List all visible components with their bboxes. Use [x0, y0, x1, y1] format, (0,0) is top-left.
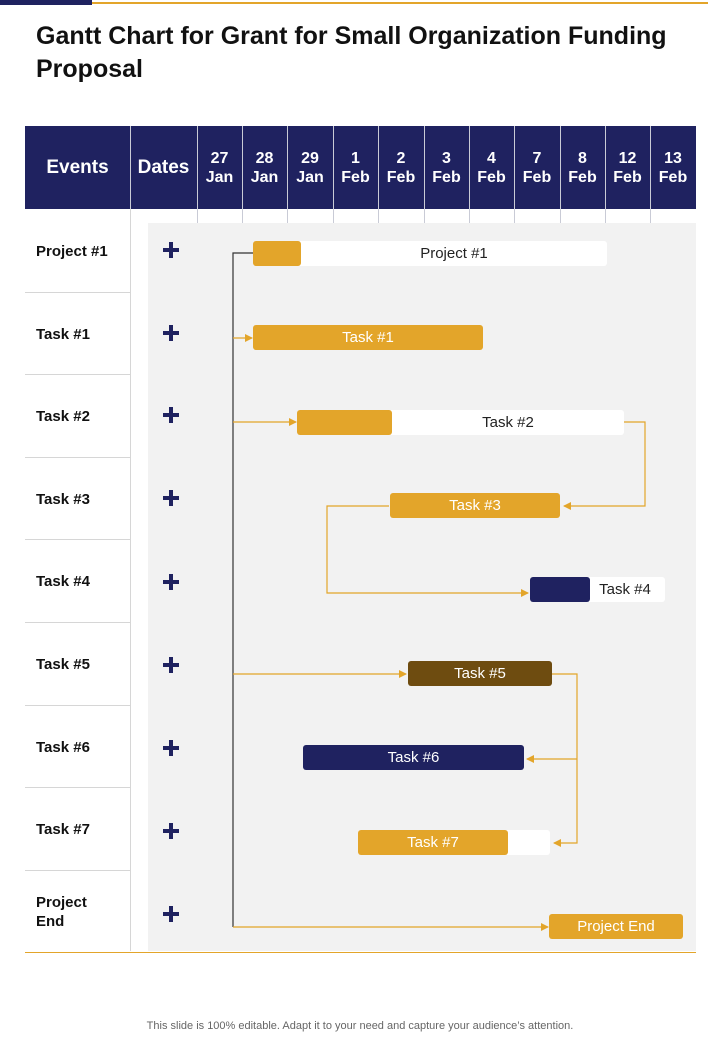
bar-label-task-4: Task #4: [599, 581, 651, 598]
date-month: Jan: [296, 168, 324, 186]
date-day: 4: [487, 149, 496, 167]
header-date-3-feb: [424, 126, 469, 209]
date-day: 29: [301, 149, 319, 167]
row-label-task-2: Task #2: [36, 408, 90, 425]
row-separator: [25, 457, 130, 458]
table-bottom-line: [25, 952, 696, 953]
row-label-project-end: Project End: [36, 894, 87, 930]
header-separator: [469, 126, 470, 223]
top-accent-bar-navy: [0, 0, 92, 5]
header-separator: [424, 126, 425, 223]
row-separator: [25, 539, 130, 540]
bar-label-task-7: Task #7: [407, 834, 459, 851]
header-date-4-feb: [469, 126, 514, 209]
date-month: Feb: [386, 168, 416, 186]
bar-project-1-progress[interactable]: [253, 241, 301, 266]
date-month: Feb: [477, 168, 506, 186]
header-separator: [333, 126, 334, 223]
date-month: Feb: [522, 168, 552, 186]
header-date-1-feb: [333, 126, 378, 209]
bar-label-project-1: Project #1: [420, 245, 488, 262]
plus-icon[interactable]: [162, 905, 180, 923]
plus-icon[interactable]: [162, 406, 180, 424]
header-separator: [650, 126, 651, 223]
date-day: 8: [578, 149, 587, 167]
row-label-task-6: Task #6: [36, 739, 90, 756]
bar-label-task-5: Task #5: [454, 665, 506, 682]
date-month: Feb: [432, 168, 461, 186]
plus-icon[interactable]: [162, 489, 180, 507]
header-separator: [378, 126, 379, 223]
date-month: Feb: [568, 168, 597, 186]
row-separator: [25, 870, 130, 871]
top-accent-bar-gold: [92, 2, 708, 4]
row-separator: [25, 292, 130, 293]
date-month: Feb: [658, 168, 688, 186]
header-separator: [287, 126, 288, 223]
bar-label-task-1: Task #1: [342, 329, 394, 346]
header-events: Events: [46, 156, 109, 178]
row-label-task-3: Task #3: [36, 491, 90, 508]
header-date-13-feb: [650, 126, 696, 209]
plus-icon[interactable]: [162, 241, 180, 259]
date-day: 28: [255, 149, 274, 167]
events-column-divider: [130, 209, 131, 951]
page-title: Gantt Chart for Grant for Small Organization Funding Proposal: [36, 22, 667, 83]
row-separator: [25, 622, 130, 623]
date-day: 1: [351, 149, 360, 167]
header-date-28-jan: [242, 126, 287, 209]
header-separator: [514, 126, 515, 223]
header-date-12-feb: [605, 126, 650, 209]
bar-label-project-end: Project End: [577, 918, 655, 935]
bar-label-task-3: Task #3: [449, 497, 501, 514]
row-separator: [25, 374, 130, 375]
row-label-task-1: Task #1: [36, 326, 90, 343]
plus-icon[interactable]: [162, 656, 180, 674]
header-separator: [560, 126, 561, 223]
row-label-task-7: Task #7: [36, 821, 90, 838]
date-day: 13: [664, 149, 682, 167]
bar-label-task-6: Task #6: [387, 749, 440, 766]
header-dates: Dates: [137, 156, 190, 178]
header-date-2-feb: [378, 126, 424, 209]
bar-label-task-2: Task #2: [482, 414, 534, 431]
date-day: 3: [442, 149, 451, 167]
bar-task-2-progress[interactable]: [297, 410, 392, 435]
bar-task-4-progress[interactable]: [530, 577, 590, 602]
row-label-project-1: Project #1: [36, 243, 108, 260]
plus-icon[interactable]: [162, 324, 180, 342]
date-day: 12: [618, 149, 637, 167]
header-separator: [197, 126, 198, 223]
date-month: Jan: [250, 168, 279, 186]
row-separator: [25, 705, 130, 706]
header-date-7-feb: [514, 126, 560, 209]
date-day: 2: [396, 149, 406, 167]
footer-note: This slide is 100% editable. Adapt it to your need and capture your audience’s attention.: [146, 1020, 574, 1032]
date-day: 7: [532, 149, 542, 167]
date-month: Jan: [205, 168, 234, 186]
date-month: Feb: [341, 168, 370, 186]
row-separator: [25, 787, 130, 788]
header-date-8-feb: [560, 126, 605, 209]
header-separator: [242, 126, 243, 223]
row-label-task-5: Task #5: [36, 656, 90, 673]
date-month: Feb: [613, 168, 642, 186]
header-date-27-jan: [197, 126, 242, 209]
plus-icon[interactable]: [162, 822, 180, 840]
row-label-task-4: Task #4: [36, 573, 90, 590]
header-separator: [605, 126, 606, 223]
date-day: 27: [210, 149, 229, 167]
plus-icon[interactable]: [162, 739, 180, 757]
plus-icon[interactable]: [162, 573, 180, 591]
header-date-29-jan: [287, 126, 333, 209]
